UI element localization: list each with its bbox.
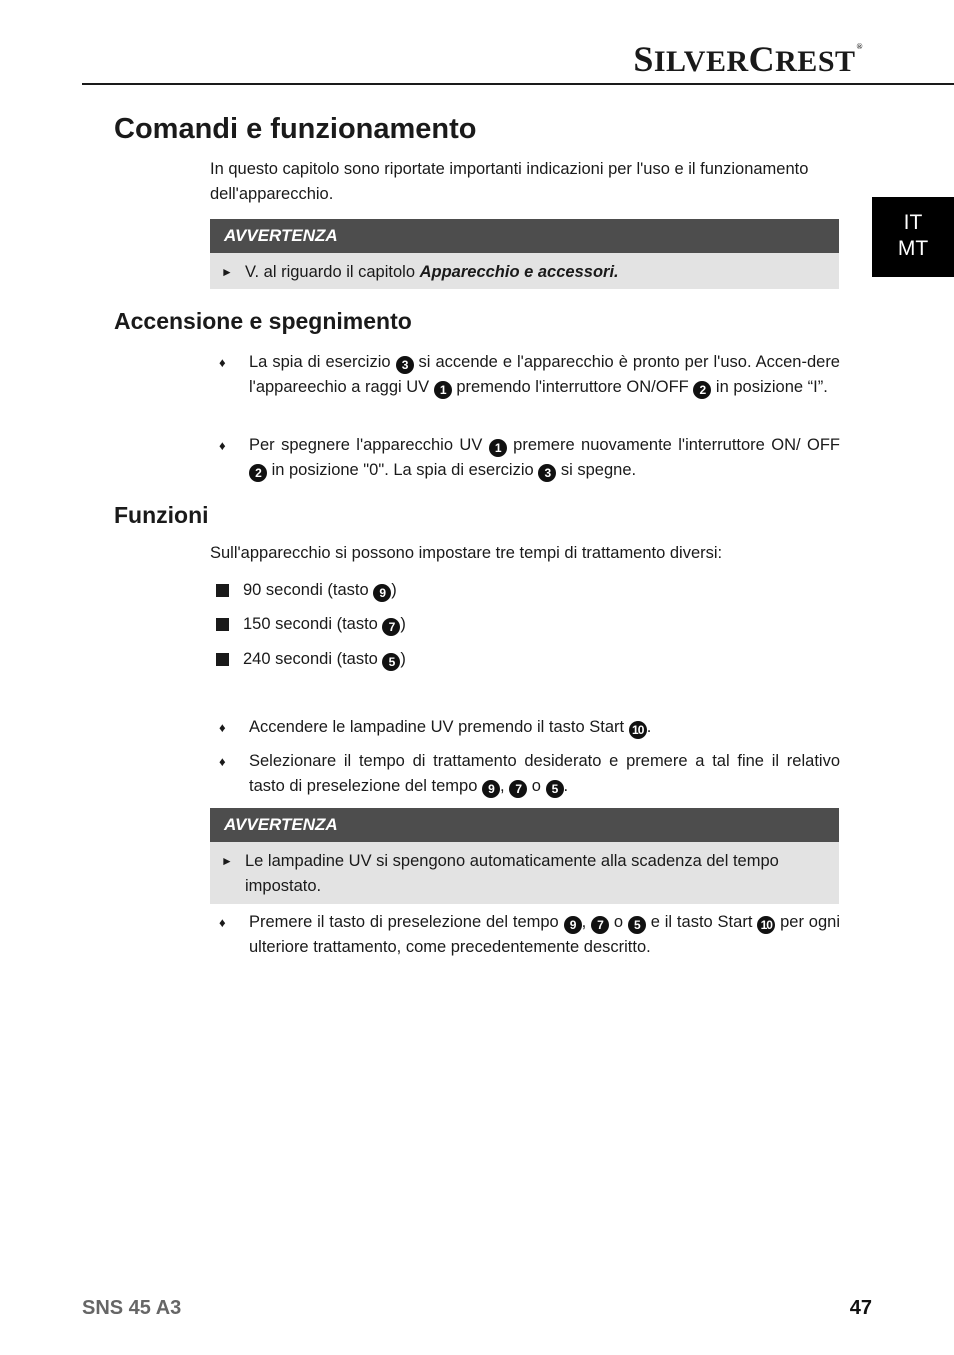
- number-badge: 7: [382, 618, 400, 636]
- number-badge: 1: [489, 439, 507, 457]
- diamond-bullet-icon: ♦: [219, 720, 226, 735]
- intro-paragraph: In questo capitolo sono riportate importanti indicazioni per l'uso e il funzionamento dell'apparecchio.: [210, 160, 809, 203]
- arrow-icon: ►: [221, 854, 233, 868]
- section-heading-power: Accensione e spegnimento: [114, 308, 412, 334]
- number-badge: 7: [591, 916, 609, 934]
- list-item: ♦ La spia di esercizio 3 si accende e l'apparecchio è pronto per l'uso. Accen-dere l'appareechio a raggi UV 1 premendo l'interruttore ON/OFF 2 in posizione “I”.: [210, 350, 840, 400]
- number-badge: 3: [396, 356, 414, 374]
- number-badge: 5: [628, 916, 646, 934]
- square-bullet-icon: [216, 653, 229, 666]
- list-item: ♦ Premere il tasto di preselezione del tempo 9 , 7 o 5 e il tasto Start 10 per ogni ulteriore trattamento, come precedentemente descritto.: [210, 910, 840, 960]
- number-badge: 9: [564, 916, 582, 934]
- square-bullet-icon: [216, 618, 229, 631]
- model-number: SNS 45 A3: [82, 1297, 182, 1319]
- number-badge: 3: [538, 464, 556, 482]
- diamond-bullet-icon: ♦: [219, 915, 226, 930]
- language-tab: IT MT: [872, 197, 954, 277]
- square-bullet-icon: [216, 584, 229, 597]
- silvercrest-logo: SILVERCREST®: [633, 39, 863, 79]
- list-item: ♦ Per spegnere l'apparecchio UV 1 premere nuovamente l'interruttore ON/ OFF 2 in posizione "0". La spia di esercizio 3 si spegne.: [210, 433, 840, 483]
- header-rule: [82, 83, 954, 85]
- number-badge: 2: [249, 464, 267, 482]
- number-badge: 9: [482, 780, 500, 798]
- number-badge: 5: [382, 653, 400, 671]
- number-badge: 10: [629, 721, 647, 739]
- list-item: ♦ Accendere le lampadine UV premendo il tasto Start 10 .: [210, 715, 840, 740]
- warning-body: ► V. al riguardo il capitolo Apparecchio e accessori.: [210, 253, 839, 289]
- warning-box-2: [210, 808, 839, 904]
- arrow-icon: ►: [221, 265, 233, 279]
- list-item: 90 secondi (tasto 9 ): [216, 578, 397, 603]
- page-title: Comandi e funzionamento: [114, 113, 477, 145]
- functions-intro: Sull'apparecchio si possono impostare tre tempi di trattamento diversi:: [210, 544, 723, 562]
- list-item: 240 secondi (tasto 5 ): [216, 647, 406, 672]
- warning-box-1: [210, 219, 839, 289]
- number-badge: 2: [693, 381, 711, 399]
- section-heading-functions: Funzioni: [114, 502, 209, 528]
- number-badge: 10: [757, 916, 775, 934]
- diamond-bullet-icon: ♦: [219, 438, 226, 453]
- number-badge: 1: [434, 381, 452, 399]
- diamond-bullet-icon: ♦: [219, 355, 226, 370]
- page-number: 47: [849, 1297, 872, 1319]
- warning-heading: AVVERTENZA: [210, 808, 839, 842]
- number-badge: 5: [546, 780, 564, 798]
- list-item: 150 secondi (tasto 7 ): [216, 612, 406, 637]
- diamond-bullet-icon: ♦: [219, 754, 226, 769]
- warning-heading: AVVERTENZA: [210, 219, 839, 253]
- list-item: ♦ Selezionare il tempo di trattamento desiderato e premere a tal fine il relativo tasto di preselezione del tempo 9 , 7 o 5 .: [210, 749, 840, 799]
- number-badge: 7: [509, 780, 527, 798]
- warning-body: ► Le lampadine UV si spengono automaticamente alla scadenza del tempo impostato.: [210, 842, 839, 904]
- number-badge: 9: [373, 584, 391, 602]
